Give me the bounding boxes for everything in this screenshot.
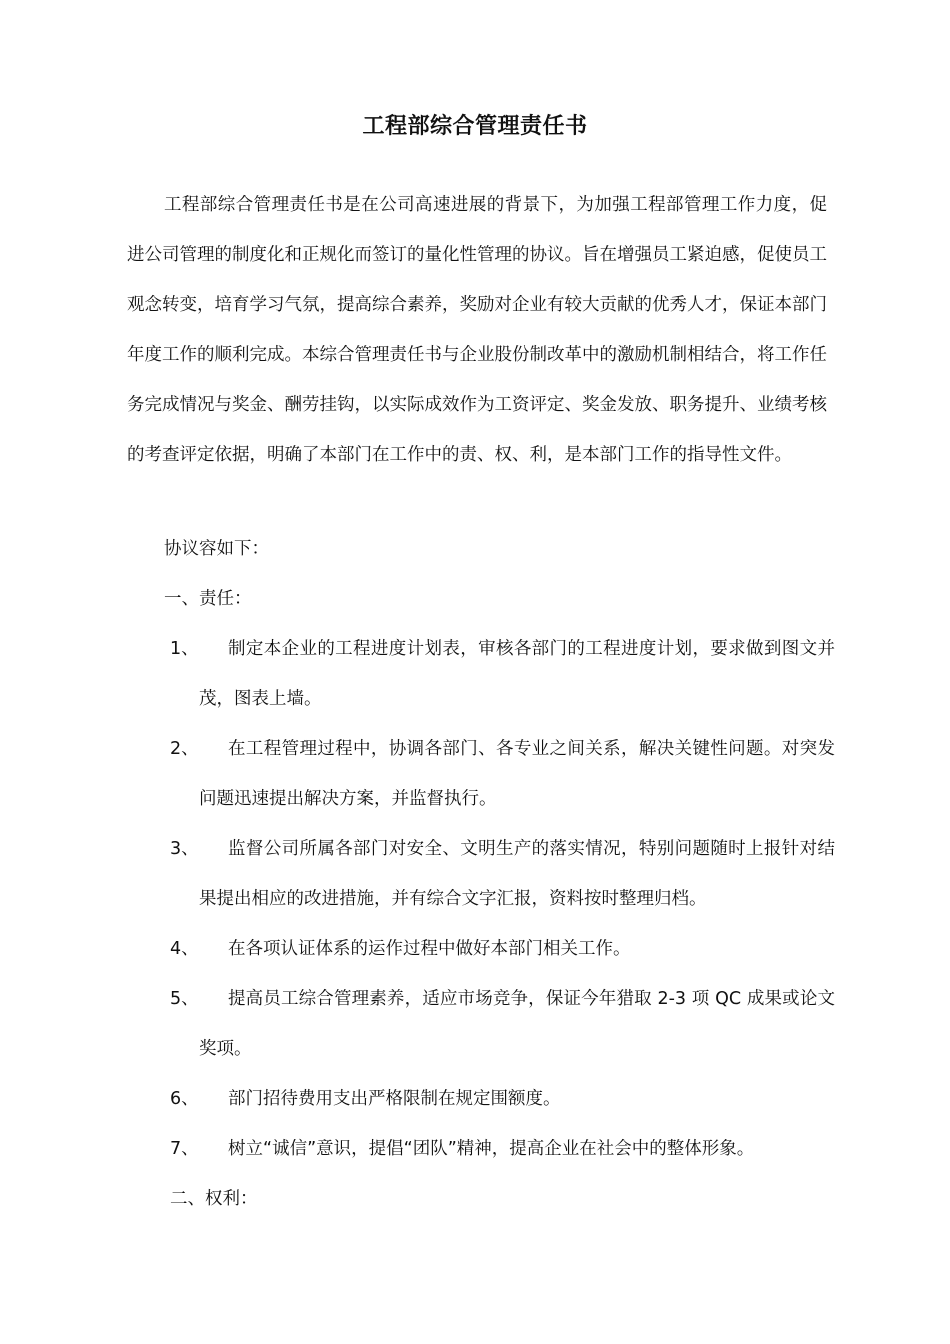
responsibility-item (170, 824, 835, 924)
responsibility-item (170, 1074, 835, 1124)
item-text: 在工程管理过程中，协调各部门、各专业之间关系，解决关键性问题。对突发问题迅速提出解决方案，并监督执行。 (199, 739, 835, 809)
item-number: 6、 (170, 1089, 199, 1109)
agreement-intro: 协议容如下： (164, 539, 269, 559)
responsibility-item (170, 924, 835, 974)
section-heading-rights: 二、权利： (170, 1189, 258, 1209)
responsibility-item (170, 624, 835, 724)
document-title: 工程部综合管理责任书 (362, 114, 588, 139)
item-number: 2、 (170, 739, 199, 759)
item-text: 树立“诚信”意识，提倡“团队”精神，提高企业在社会中的整体形象。 (228, 1139, 755, 1159)
item-text: 制定本企业的工程进度计划表，审核各部门的工程进度计划，要求做到图文并茂，图表上墙。 (199, 639, 835, 709)
item-number: 1、 (170, 639, 199, 659)
item-number: 5、 (170, 989, 199, 1009)
item-text: 提高员工综合管理素养，适应市场竞争，保证今年猎取 2-3 项 QC 成果或论文奖项。 (199, 989, 835, 1059)
item-text: 在各项认证体系的运作过程中做好本部门相关工作。 (228, 939, 631, 959)
responsibility-item (170, 974, 835, 1074)
item-number: 4、 (170, 939, 199, 959)
responsibility-item (170, 724, 835, 824)
responsibility-item (170, 1124, 835, 1174)
section-heading-responsibilities: 一、责任： (164, 589, 252, 609)
item-text: 部门招待费用支出严格限制在规定围额度。 (228, 1089, 561, 1109)
item-number: 3、 (170, 839, 199, 859)
item-number: 7、 (170, 1139, 199, 1159)
intro-paragraph: 工程部综合管理责任书是在公司高速进展的背景下，为加强工程部管理工作力度，促进公司管理的制度化和正规化而签订的量化性管理的协议。旨在增强员工紧迫感，促使员工观念转变，培育学习气氛，提高综合素养，奖励对企业有较大贡献的优秀人才，保证本部门年度工作的顺利完成。本综合管理责任书与企业股份制改革中的激励机制相结合，将工作任务完成情况与奖金、酬劳挂钩，以实际成效作为工资评定、奖金发放、职务提升、业绩考核的考查评定依据，明确了本部门在工作中的责、权、利，是本部门工作的指导性文件。 (127, 195, 827, 465)
item-text: 监督公司所属各部门对安全、文明生产的落实情况，特别问题随时上报针对结果提出相应的改进措施，并有综合文字汇报，资料按时整理归档。 (199, 839, 835, 909)
